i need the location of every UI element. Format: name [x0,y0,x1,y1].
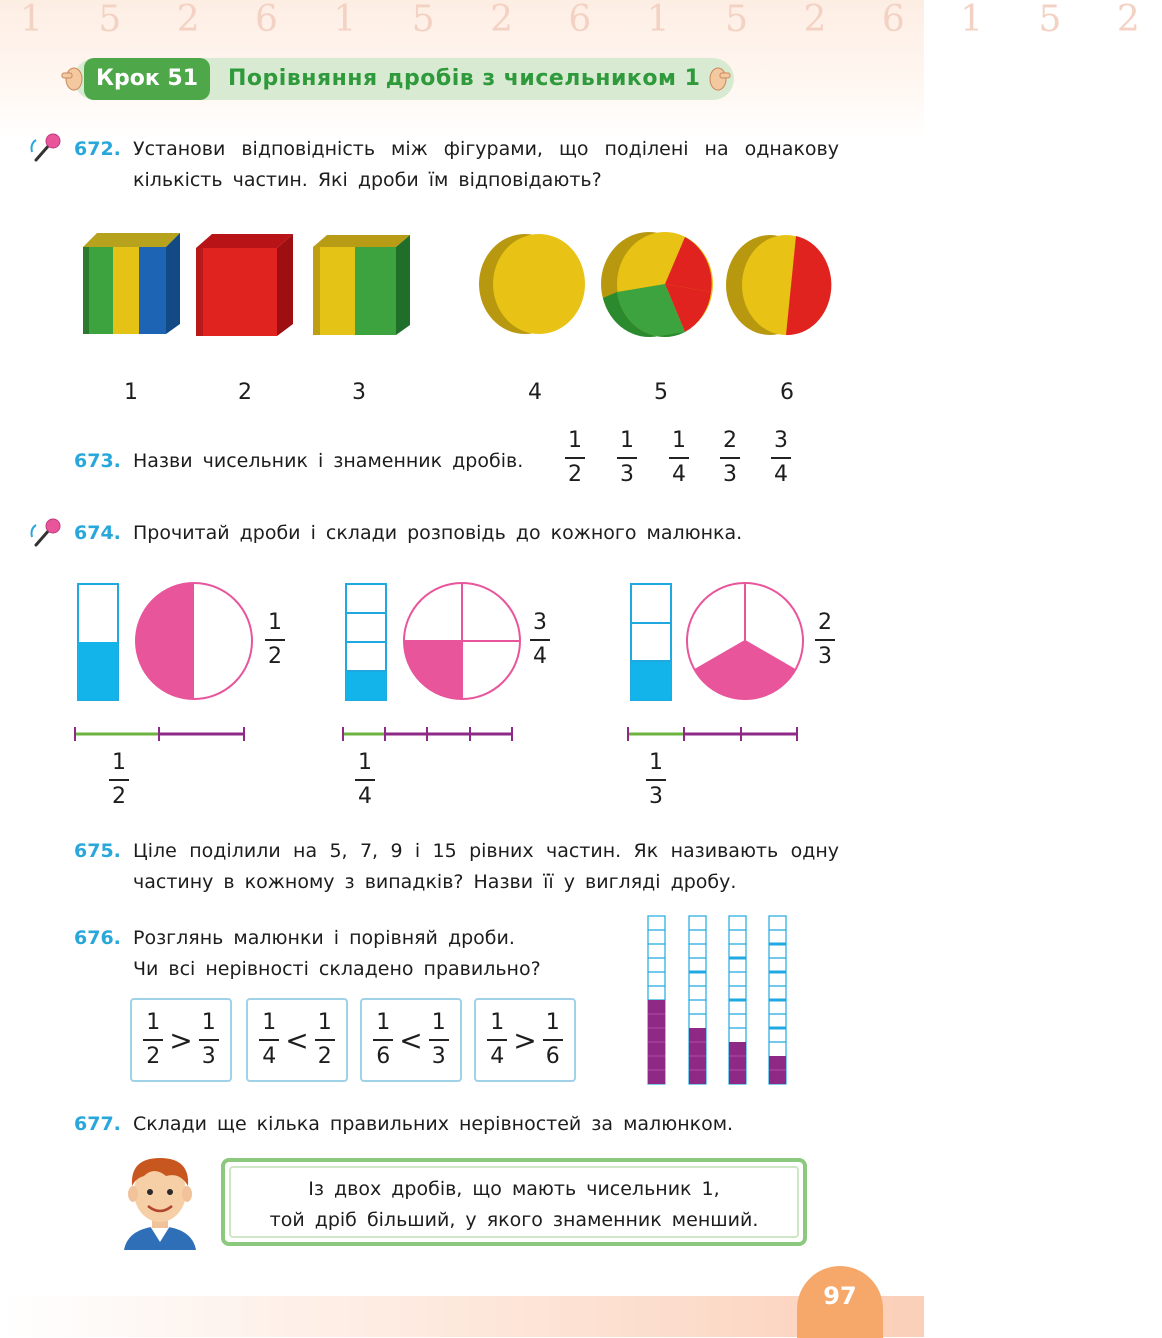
exercise-number: 676. [74,927,121,949]
prism-figure-2 [196,232,296,338]
figure-label: 1 [124,380,138,405]
comparison-sign: > [169,1023,193,1057]
lesson-title: Порівняння дробів з чисельником 1 [228,66,701,91]
step-label: Крок 51 [84,58,210,100]
fraction: 1 3 [617,428,637,488]
exercise-text: Прочитай дроби і склади розповідь до кожного малюнка. [133,522,743,544]
unit-fraction-label: 1 2 [109,750,129,810]
cylinder-figure-4 [477,230,589,338]
microphone-icon [30,515,64,549]
exercise-text-line: Чи всі нерівності складено правильно? [133,958,541,980]
inequality-card [360,998,462,1082]
figure-label: 3 [352,380,366,405]
fraction-picture-thirds [625,578,810,744]
exercise-number: 677. [74,1113,121,1135]
microphone-icon [30,130,64,164]
exercise-number: 672. [74,138,121,160]
page-number: 97 [797,1266,883,1338]
fraction-picture-half [72,578,257,744]
rule-text-line: Із двох дробів, що мають чисельник 1, [308,1178,720,1200]
figure-label: 4 [528,380,542,405]
exercise-text-line: частину в кожному з випадків? Назви її у вигляді дробу. [133,871,737,893]
exercise-number: 673. [74,450,121,472]
figure-label: 2 [238,380,252,405]
fraction-label: 1 2 [265,610,285,670]
decorative-digits: 1 5 2 6 1 5 2 6 1 5 2 6 1 5 2 [20,0,1162,40]
fraction: $\frac{1}{3}$ [429,1010,449,1070]
exercise-text-line: кількість частин. Які дроби їм відповідають? [133,169,602,191]
rule-text-line: той дріб більший, у якого знаменник менший. [269,1209,759,1231]
cylinder-figure-5 [599,228,719,340]
fraction: $\frac{1}{2}$ [315,1010,335,1070]
fraction: $\frac{1}{6}$ [543,1010,563,1070]
figure-label: 6 [780,380,794,405]
unit-fraction-label: 1 3 [646,750,666,810]
inequality-card [246,998,348,1082]
comparison-sign: > [513,1023,537,1057]
prism-figure-1 [80,230,186,338]
exercise-number: 675. [74,840,121,862]
prism-figure-3 [313,233,413,337]
fraction: 1 2 [565,428,585,488]
fraction: $\frac{1}{4}$ [487,1010,507,1070]
cylinder-figure-6 [724,232,836,338]
fraction: $\frac{1}{2}$ [143,1010,163,1070]
fraction: 3 4 [771,428,791,488]
exercise-text-line: Установи відповідність між фігурами, що поділені на однакову [133,138,839,160]
fraction: $\frac{1}{6}$ [373,1010,393,1070]
fraction: $\frac{1}{4}$ [259,1010,279,1070]
boy-illustration [118,1150,202,1250]
inequality-card [474,998,576,1082]
exercise-text: Назви чисельник і знаменник дробів. [133,450,524,472]
exercise-text: Склади ще кілька правильних нерівностей за малюнком. [133,1113,734,1135]
pointing-hand-right-icon [710,64,732,94]
exercise-number: 674. [74,522,121,544]
inequality-card [130,998,232,1082]
exercise-text-line: Ціле поділили на 5, 7, 9 і 15 рівних частин. Як називають одну [133,840,839,862]
fraction-label: 2 3 [815,610,835,670]
fraction-label: 3 4 [530,610,550,670]
unit-fraction-label: 1 4 [355,750,375,810]
fraction-bars-chart [640,912,800,1088]
fraction: $\frac{1}{3}$ [199,1010,219,1070]
fraction-picture-quarters [340,578,525,744]
fraction: 1 4 [669,428,689,488]
footer-band [0,1296,924,1337]
comparison-sign: < [285,1023,309,1057]
pointing-hand-left-icon [60,64,82,94]
exercise-text-line: Розглянь малюнки і порівняй дроби. [133,927,515,949]
fraction: 2 3 [720,428,740,488]
comparison-sign: < [399,1023,423,1057]
rule-box [221,1158,807,1246]
figure-label: 5 [654,380,668,405]
